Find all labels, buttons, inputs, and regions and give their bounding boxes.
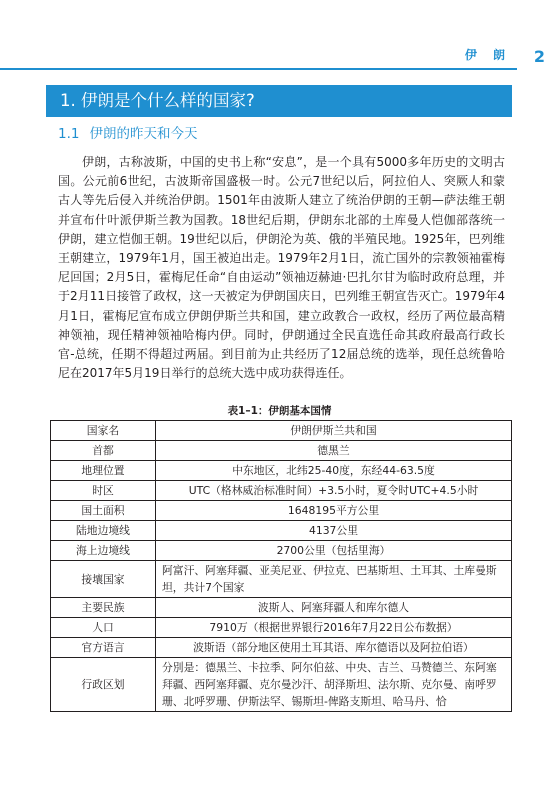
row-value: UTC（格林威治标准时间）+3.5小时，夏令时UTC+4.5小时: [156, 481, 512, 501]
row-key: 海上边境线: [51, 541, 156, 561]
row-key: 人口: [51, 618, 156, 638]
body-paragraph: 伊朗，古称波斯，中国的史书上称“安息”，是一个具有5000多年历史的文明古国。公元前6世纪，古波斯帝国盛极一时。公元7世纪以后，阿拉伯人、突厥人和蒙古人等先后侵入并统治伊朗。1501年由波斯人建立了统治伊朗的王朝—萨法维王朝并宣布什叶派伊斯兰教为国教。18世纪后期，伊朗东北部的土库曼人恺伽部落统一伊朗，建立恺伽王朝。19世纪以后，伊朗沦为英、俄的半殖民地。1925年，巴列维王朝建立，1979年1月，国王被迫出走。1979年2月1日，流亡国外的宗教领袖霍梅尼回国；2月5日，霍梅尼任命“自由运动”领袖迈赫迪·巴扎尔甘为临时政府总理，并于2月11日接管了政权，这一天被定为伊朗国庆日，巴列维王朝宣告灭亡。1979年4月1日，霍梅尼宣布成立伊朗伊斯兰共和国，建立政教合一政权，经历了两位最高精神领袖，现任精神领袖哈梅内伊。同时，伊朗通过全民直选任命其政府最高行政长官-总统，任期不得超过两届。到目前为止共经历了12届总统的选举，现任总统鲁哈尼在2017年5月19日举行的总统大选中成功获得连任。: [58, 155, 505, 381]
table-row: [51, 598, 512, 618]
table-row: [51, 618, 512, 638]
row-value: 分別是：德黑兰、卡拉季、阿尔伯兹、中央、吉兰、马赞德兰、东阿塞拜疆、西阿塞拜疆、克尔曼沙汗、胡泽斯坦、法尔斯、克尔曼、南呼罗珊、北呼罗珊、伊斯法罕、锡斯坦-俾路支斯坦、哈马丹、恰: [156, 658, 512, 712]
row-key: 官方语言: [51, 638, 156, 658]
table-row: [51, 501, 512, 521]
page-number: 2: [533, 47, 545, 66]
header-rule: [0, 68, 517, 70]
section-number: 1.1: [58, 126, 80, 142]
row-value: 2700公里（包括里海）: [156, 541, 512, 561]
table-row: [51, 658, 512, 712]
table-row: [51, 441, 512, 461]
row-value: 4137公里: [156, 521, 512, 541]
row-value: 阿富汗、阿塞拜疆、亚美尼亚、伊拉克、巴基斯坦、土耳其、土库曼斯坦，共计7个国家: [156, 561, 512, 598]
running-title: 伊 朗: [464, 48, 511, 62]
row-value: 波斯人、阿塞拜疆人和库尔德人: [156, 598, 512, 618]
section-heading: [58, 124, 197, 144]
row-key: 首都: [51, 441, 156, 461]
table-row: [51, 421, 512, 441]
row-value: 7910万（根据世界银行2016年7月22日公布数据）: [156, 618, 512, 638]
section-title: 伊朗的昨天和今天: [89, 126, 198, 142]
row-key: 时区: [51, 481, 156, 501]
row-value: 波斯语（部分地区使用土耳其语、库尔德语以及阿拉伯语）: [156, 638, 512, 658]
chapter-title: 1. 伊朗是个什么样的国家?: [46, 85, 512, 117]
row-key: 陆地边境线: [51, 521, 156, 541]
row-value: 1648195平方公里: [156, 501, 512, 521]
row-key: 国家名: [51, 421, 156, 441]
body-text: [58, 153, 505, 383]
table-row: [51, 481, 512, 501]
row-key: 地理位置: [51, 461, 156, 481]
table-row: [51, 461, 512, 481]
row-key: 行政区划: [51, 658, 156, 712]
table-row: [51, 561, 512, 598]
table-row: [51, 638, 512, 658]
table-row: [51, 521, 512, 541]
row-value: 伊朗伊斯兰共和国: [156, 421, 512, 441]
row-value: 德黑兰: [156, 441, 512, 461]
row-key: 国土面积: [51, 501, 156, 521]
row-key: 主要民族: [51, 598, 156, 618]
basic-info-table: [50, 420, 512, 712]
table-row: [51, 541, 512, 561]
table-caption: 表1–1：伊朗基本国情: [227, 405, 332, 417]
row-key: 接壤国家: [51, 561, 156, 598]
row-value: 中东地区，北纬25-40度，东经44-63.5度: [156, 461, 512, 481]
